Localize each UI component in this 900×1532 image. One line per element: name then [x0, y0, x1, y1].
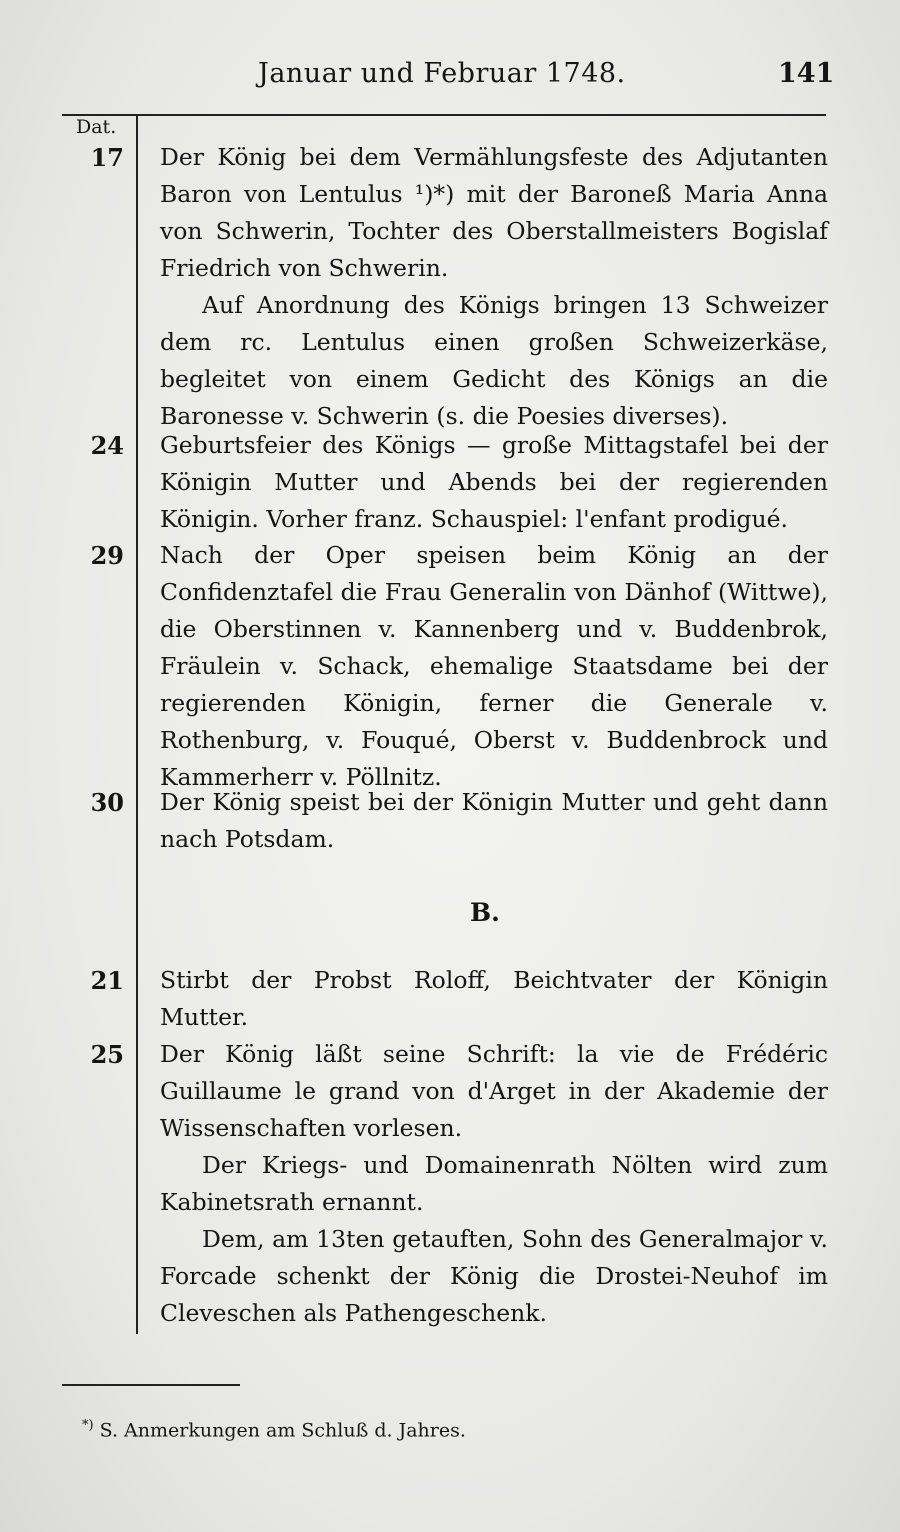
date-column-label: Dat.	[76, 116, 117, 138]
date-column-rule	[136, 116, 138, 1334]
section-heading: B.	[470, 898, 500, 927]
entry-text	[160, 537, 828, 796]
entry-paragraph: Geburtsfeier des Königs — große Mittagstafel bei der Königin Mutter und Abends bei der regierenden Königin. Vorher franz. Schauspiel: l'enfant prodigué.	[160, 431, 828, 533]
entry-paragraph: Der König läßt seine Schrift: la vie de Frédéric Guillaume le grand von d'Arget in der Akademie der Wissenschaften vorlesen.	[160, 1040, 828, 1142]
entry-text	[160, 962, 828, 1036]
entry-date: 24	[90, 431, 124, 460]
page-number: 141	[778, 58, 835, 89]
entry-text	[160, 427, 828, 538]
entry-paragraph: Stirbt der Probst Roloff, Beichtvater der Königin Mutter.	[160, 966, 828, 1031]
entry-paragraph: Auf Anordnung des Königs bringen 13 Schweizer dem rc. Lentulus einen großen Schweizerkäse, begleitet von einem Gedicht des Königs an die Baronesse v. Schwerin (s. die Poesies diverses).	[160, 291, 828, 430]
running-title: Januar und Februar 1748.	[258, 58, 626, 89]
footnote-text: S. Anmerkungen am Schluß d. Jahres.	[99, 1419, 466, 1442]
page-header	[0, 58, 900, 98]
footnote	[82, 1418, 466, 1441]
entry-paragraph: Dem, am 13ten getauften, Sohn des Generalmajor v. Forcade schenkt der König die Drostei-Neuhof im Cleveschen als Pathengeschenk.	[160, 1225, 828, 1327]
entry-text	[160, 1036, 828, 1332]
entry-date: 30	[90, 788, 124, 817]
entry-date: 17	[90, 143, 124, 172]
entry-text	[160, 139, 828, 435]
entry-date: 25	[90, 1040, 124, 1069]
entry-paragraph: Der König bei dem Vermählungsfeste des Adjutanten Baron von Lentulus ¹)*) mit der Baroneß Maria Anna von Schwerin, Tochter des Oberstallmeisters Bogislaf Friedrich von Schwerin.	[160, 143, 828, 282]
entry-date: 21	[90, 966, 124, 995]
entry-text	[160, 784, 828, 858]
header-rule	[62, 114, 826, 116]
entry-paragraph: Nach der Oper speisen beim König an der Confidenztafel die Frau Generalin von Dänhof (Wittwe), die Oberstinnen v. Kannenberg und v. Buddenbrok, Fräulein v. Schack, ehemalige Staatsdame bei der regierenden Königin, ferner die Generale v. Rothenburg, v. Fouqué, Oberst v. Buddenbrock und Kammerherr v. Pöllnitz.	[160, 541, 828, 791]
entry-date: 29	[90, 541, 124, 570]
entry-paragraph: Der König speist bei der Königin Mutter und geht dann nach Potsdam.	[160, 788, 828, 853]
footnote-marker: *)	[82, 1418, 94, 1433]
footnote-rule	[62, 1384, 240, 1386]
entry-paragraph: Der Kriegs- und Domainenrath Nölten wird zum Kabinetsrath ernannt.	[160, 1151, 828, 1216]
